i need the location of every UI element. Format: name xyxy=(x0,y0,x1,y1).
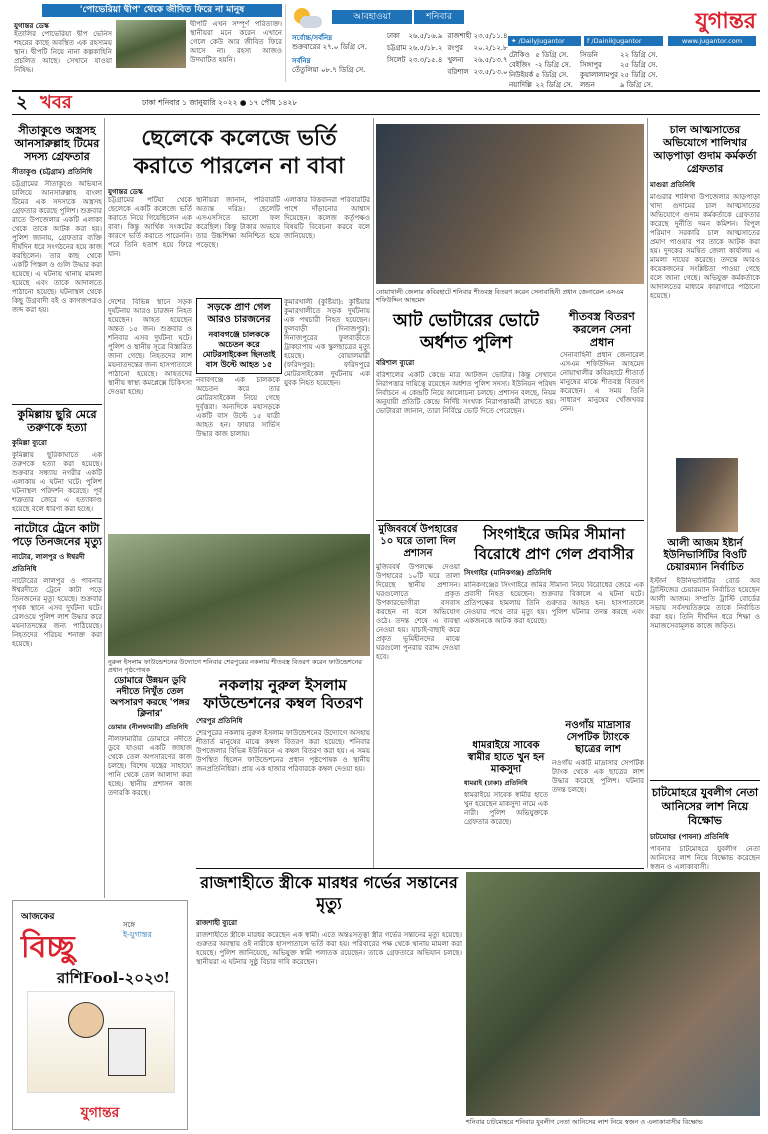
top-story-desk: যুগান্তর ডেস্ক xyxy=(14,21,49,30)
facebook-handle[interactable]: f /DainikJugantor xyxy=(584,36,663,46)
bd-temp-table: ঢাকা ২৬.৫/১৬.৯ রাজশাহী ২৩.৫/১১.৪ চট্টগ্রাম ২৬.৫/১৮.২ রংপুর ২০.২/১২.৮ সিলেট ২৩.৩/১৫.৪ খুলনা ২৬.৫/১৩.৭ বরিশাল ২৩.৫/১৩.০ xyxy=(387,32,508,76)
sub-headline: নবাবগঞ্জে চালককে অচেতন করে মোটরসাইকেল ছিনতাই xyxy=(202,329,276,359)
story-singair: সিংগাইরে জমির সীমানা বিরোধে প্রাণ গেল প্রবাসীর সিংগাইর (মানিকগঞ্জ) প্রতিনিধি মানিকগঞ্জের সিংগাইরে জমির সীমানা নিয়ে বিরোধের জেরে এক প্রবাসী নিহত হয়েছেন। শুক্রবার বিকালে এ ঘটনা ঘটে। প্রতিপক্ষের হামলায় তিনি গুরুতর আহত হন। হাসপাতালে নেওয়ার পথে তার মৃত্যু হয়। পুলিশ ঘটনার তদন্ত করছে এবং একজনকে আটক করা হয়েছে। xyxy=(464,525,644,625)
brand-box xyxy=(508,4,760,89)
day-label: শনিবার xyxy=(414,10,464,24)
headline: আলী আজম ইষ্টার্ন ইউনিভার্সিটির বিওটি চেয়ারম্যান নির্বাচিত xyxy=(663,538,747,573)
section-name: খবর xyxy=(40,92,72,113)
byline: ধামরাই (ঢাকা) প্রতিনিধি xyxy=(464,779,528,787)
headline: সীতাকুণ্ডে অস্ত্রসহ আনসারুল্লাহ টিমের সদস্য গ্রেফতার xyxy=(14,124,100,163)
story-rajshahi: রাজশাহীতে স্ত্রীকে মারধর গর্ভের সন্তানের মৃত্যু রাজশাহী ব্যুরো রাজশাহীতে স্ত্রীকে মারধর করেছেন এক স্বামী। এতে অন্তঃসত্ত্বা স্ত্রীর গর্ভের সন্তানের মৃত্যু হয়েছে। গুরুতর অবস্থায় ওই নারীকে হাসপাতালে ভর্তি করা হয়। পরিবারের পক্ষ থেকে থানায় মামলা করা হয়েছে। পুলিশ জানিয়েছে, অভিযুক্ত স্বামী পলাতক রয়েছেন। তাকে গ্রেফতারে অভিযান চলছে। স্থানীয়রা এ ঘটনার সুষ্ঠু বিচার দাবি করেছেন। xyxy=(196,873,462,966)
top-story-title: 'পোভেরিয়া দ্বীপ' থেকে জীবিত ফিরে না মানুষ xyxy=(42,4,282,17)
army-photo-caption: নোয়াখালী জেলার কবিরহাটে শনিবার শীতবস্ত্র বিতরণ করেন সেনাবাহিনী প্রধান জেনারেল এসএম শফিউদ্দিন আহমেদ xyxy=(376,288,624,304)
byline: সীতাকুণ্ড (চট্টগ্রাম) প্রতিনিধি xyxy=(12,167,93,176)
brand-logo: যুগান্তর xyxy=(695,8,756,34)
headline: কুমিল্লায় ছুরি মেরে তরুণকে হত্যা xyxy=(17,408,97,434)
headline: ডোমারে উন্নয়ন ডুবি নদীতে নিখুঁত তেল অপসারণ করছে 'পঙ্গর ক্লিনার' xyxy=(110,676,190,719)
top-story-body: ইতালির পোভেরিয়া দ্বীপ ভেনিস শহরের কাছে অবস্থিত এক রহস্যময় স্থান। দ্বীপটি নিয়ে নানা কল্পকাহিনি প্রচলিত আছে। সেখানে যাওয়া নিষিদ্ধ। xyxy=(14,30,112,74)
top-story: 'পোভেরিয়া দ্বীপ' থেকে জীবিত ফিরে না মানুষ যুগান্তর ডেস্ক ইতালির পোভেরিয়া দ্বীপ ভেনিস শহরের কাছে অবস্থিত এক রহস্যময় স্থান। দ্বীপটি নিয়ে নানা কল্পকাহিনি প্রচলিত আছে। সেখানে যাওয়া নিষিদ্ধ। দ্বীপটি এখন সম্পূর্ণ পরিত্যক্ত। স্থানীয়রা মনে করেন এখানে গেলে কেউ আর জীবিত ফিরে আসে না। রহস্য আজও উদঘাটিত হয়নি। xyxy=(12,4,282,82)
headline: সিংগাইরে জমির সীমানা বিরোধে প্রাণ গেল প্রবাসীর xyxy=(474,525,634,563)
story-nokla: নকলায় নুরুল ইসলাম ফাউন্ডেশনের কম্বল বিতরণ শেরপুর প্রতিনিধি শেরপুরের নকলায় নুরুল ইসলাম ফাউন্ডেশনের উদ্যোগে অসহায় শীতার্ত মানুষের মাঝে কম্বল বিতরণ করা হয়েছে। শনিবার উপজেলার বিভিন্ন ইউনিয়নে এ কম্বল বিতরণ করা হয়। এ সময় উপস্থিত ছিলেন ফাউন্ডেশনের প্রধান পৃষ্ঠপোষক ও স্থানীয় জনপ্রতিনিধিরা। প্রায় এক হাজার পরিবারকে কম্বল দেওয়া হয়। xyxy=(196,676,370,773)
army-chief-photo xyxy=(376,124,644,284)
ad-tagline: রাশিFool-২০২৩! xyxy=(57,969,171,987)
website-link[interactable]: www.jugantor.com xyxy=(668,36,756,46)
headline: ধামরাইয়ে সাবেক স্বামীর হাতে খুন হন মাকসুদা xyxy=(467,740,545,775)
page-bar xyxy=(12,90,760,115)
story-mujib-houses: মুজিববর্ষে উপহারের ১০ ঘরে তালা দিল প্রশাসন মুজিববর্ষ উপলক্ষে দেওয়া উপহারের ১০টি ঘরে তালা দিয়েছে স্থানীয় প্রশাসন। ঘরগুলোতে প্রকৃত উপকারভোগীরা বসবাস করছেন না বলে অভিযোগ ওঠে। তদন্ত শেষে এ ব্যবস্থা নেওয়া হয়। যাচাই-বাছাই করে প্রকৃত ভূমিহীনদের মাঝে ঘরগুলো পুনরায় বরাদ্দ দেওয়া হবে। xyxy=(376,524,460,661)
byline: নাটোর, লালপুর ও ঈশ্বরদী প্রতিনিধি xyxy=(12,552,85,573)
ad-sub: ই-যুগান্তর xyxy=(123,930,152,939)
headline: নওগাঁয় মাদ্রাসার সেপটিক ট্যাংকে ছাত্রের লাশ xyxy=(565,720,631,755)
story-domar: ডোমারে উন্নয়ন ডুবি নদীতে নিখুঁত তেল অপসারণ করছে 'পঙ্গর ক্লিনার' ডোমার (নীলফামারী) প্রতিনিধি নীলফামারীর ডোমারে নদীতে ডুবে যাওয়া একটি জাহাজ থেকে তেল অপসারণের কাজ চলছে। বিশেষ যন্ত্রের সাহায্যে পানি থেকে তেল আলাদা করা হচ্ছে। স্থানীয় প্রশাসন কাজ তদারকি করছে। xyxy=(108,676,192,797)
headline: মুজিববর্ষে উপহারের ১০ ঘরে তালা দিল প্রশাসন xyxy=(378,524,458,559)
weather-box xyxy=(285,4,506,82)
ad-top: আজকের xyxy=(21,912,55,922)
protest-photo xyxy=(466,872,760,1116)
world-temp-table: টোকিও ৫ ডিগ্রি সে. সিডনি ২২ ডিগ্রি সে. বেইজিং -২ ডিগ্রি সে. সিঙ্গাপুর ২৫ ডিগ্রি সে. নিউইয়র্ক ৫ ডিগ্রি সে. কুয়ালালামপুর ২৫ ডিগ্রি সে. নয়াদিল্লি ২২ ডিগ্রি সে. লন্ডন ৯ ডিগ্রি সে. xyxy=(509,51,658,89)
byline: কুমিল্লা ব্যুরো xyxy=(12,438,47,447)
twitter-handle[interactable]: ✦ /DailyJugantor xyxy=(508,36,581,46)
byline: সিংগাইর (মানিকগঞ্জ) প্রতিনিধি xyxy=(464,568,552,577)
lead-headline: ছেলেকে কলেজে ভর্তি করাতে পারলেন না বাবা xyxy=(133,125,345,179)
twitter-icon: ✦ xyxy=(511,37,517,45)
bicchu-ad[interactable] xyxy=(12,900,188,1130)
story-eight-voters: আট ভোটারের ভোটে অর্ধশত পুলিশ বরিশাল ব্যুরো বরিশালের একটি কেন্দ্রে মাত্র আটজন ভোটার। কিন্তু সেখানে নিরাপত্তার দায়িত্বে রয়েছেন অর্ধশত পুলিশ সদস্য। ইউনিয়ন পরিষদ নির্বাচনে এ কেন্দ্রটি নিয়ে আলোচনা চলছে। প্রশাসন বলছে, নিয়ম অনুযায়ী প্রতিটি কেন্দ্রে নির্দিষ্ট সংখ্যক নিরাপত্তাকর্মী রাখতে হয়। ভোটাররা জানান, তারা নির্বিঘ্নে ভোট দিতে পেরেছেন। xyxy=(376,311,556,415)
byline: বরিশাল ব্যুরো xyxy=(376,358,415,367)
person-portrait xyxy=(676,458,738,532)
headline: চাল আত্মসাতের অভিযোগে শালিখার আড়পাড়া গুদাম কর্মকর্তা গ্রেফতার xyxy=(653,124,757,175)
lead-body-c: এলাকার বিত্তবানরা পরিবারটির পাশে দাঁড়ানোর আশ্বাস দিয়েছেন। কলেজ কর্তৃপক্ষও বিষয়টি বিবেচনা করবে বলে জানিয়েছে। xyxy=(284,196,370,240)
story-comilla: কুমিল্লায় ছুরি মেরে তরুণকে হত্যা কুমিল্লা ব্যুরো কুমিল্লায় ছুরিকাঘাতে এক তরুণকে হত্যা করা হয়েছে। শুক্রবার সন্ধ্যায় নগরীর একটি এলাকায় এ ঘটনা ঘটে। পুলিশ ঘটনাস্থল পরিদর্শন করেছে। পূর্ব শত্রুতার জেরে এ হত্যাকাণ্ড হয়েছে বলে ধারণা করা হচ্ছে। xyxy=(12,408,102,513)
headline: আট ভোটারের ভোটে অর্ধশত পুলিশ xyxy=(393,311,539,353)
ad-with: সঙ্গে xyxy=(123,921,136,929)
blanket-photo xyxy=(108,534,370,656)
headline: নাটোরে ট্রেনে কাটা পড়ে তিনজনের মৃত্যু xyxy=(12,522,102,548)
byline: ডোমার (নীলফামারী) প্রতিনিধি xyxy=(108,723,189,731)
story-chatmohar: চাটমোহরে যুবলীগ নেতা আনিসের লাশ নিয়ে বিক্ষোভ চাটমোহর (পাবনা) প্রতিনিধি পাবনার চাটমোহরে যুবলীগ নেতা আনিসের লাশ নিয়ে বিক্ষোভ করেছেন স্বজন ও এলাকাবাসী। xyxy=(650,786,760,871)
story-sitakunda: সীতাকুণ্ডে অস্ত্রসহ আনসারুল্লাহ টিমের সদস্য গ্রেফতার সীতাকুণ্ড (চট্টগ্রাম) প্রতিনিধি চট্টগ্রামের সীতাকুণ্ডে অভিযান চালিয়ে আনসারুল্লাহ বাংলা টিমের এক সদস্যকে অস্ত্রসহ গ্রেফতার করেছে পুলিশ। শুক্রবার রাতে উপজেলার একটি এলাকা থেকে তাকে আটক করা হয়। পুলিশ জানায়, গ্রেফতার ব্যক্তি দীর্ঘদিন ধরে সংগঠনের হয়ে কাজ করছিলেন। তার কাছ থেকে একটি পিস্তল ও গুলি উদ্ধার করা হয়েছে। এ ঘটনায় থানায় মামলা হয়েছে এবং তাকে আদালতে পাঠানো হয়েছে। ঘটনাস্থল থেকে কিছু উগ্রবাদী বই ও কাগজপত্রও জব্দ করা হয়। xyxy=(12,124,102,314)
ad-brand: যুগান্তর xyxy=(80,1105,120,1121)
blanket-photo-caption: নুরুল ইসলাম ফাউন্ডেশনের উদ্যোগে শনিবার শেরপুরের নকলায় শীতবস্ত্র বিতরণ করেন ফাউন্ডেশনের প্রধান পৃষ্ঠপোষক xyxy=(108,658,362,674)
max-label: সর্বোচ্চ/সর্বনিম্ন xyxy=(292,33,333,42)
story-east-west: আলী আজম ইষ্টার্ন ইউনিভার্সিটির বিওটি চেয়ারম্যান নির্বাচিত ইস্টার্ন ইউনিভার্সিটির বোর্ড অব ট্রাস্টিজের চেয়ারম্যান নির্বাচিত হয়েছেন আলী আজম। সম্প্রতি ট্রাস্টি বোর্ডের সভায় সর্বসম্মতিক্রমে তাকে নির্বাচিত করা হয়। তিনি দীর্ঘদিন ধরে শিক্ষা ও সমাজসেবামূলক কাজে জড়িত। xyxy=(650,538,760,630)
lead-byline: যুগান্তর ডেস্ক xyxy=(108,187,143,196)
weather-label: আবহাওয়া xyxy=(332,10,412,24)
sun-cloud-icon xyxy=(292,8,322,30)
byline: চাটমোহর (পাবনা) প্রতিনিধি xyxy=(650,832,729,841)
max-value: শুক্রবারের ২৭.০ ডিগ্রি সে. xyxy=(292,43,367,51)
ad-illustration xyxy=(27,991,175,1093)
dateline: ঢাকা শনিবার ১ জানুয়ারি ২০২২ ● ১৭ পৌষ ১৪২৮ xyxy=(142,98,298,107)
story-army-winter: শীতবস্ত্র বিতরণ করলেন সেনা প্রধান সেনাবাহিনী প্রধান জেনারেল এসএম শফিউদ্দিন আহমেদ নোয়াখালীর কবিরহাটে শীতার্ত মানুষের মাঝে শীতবস্ত্র বিতরণ করেছেন। এ সময় তিনি সাধারণ মানুষের খোঁজখবর নেন। xyxy=(560,310,644,413)
lead-body-a: চট্টগ্রামের পটিয়া থেকে ছেলেকে একটি কলেজে ভর্তি করাতে নিয়ে গিয়েছিলেন এক বাবা। কিন্তু আর্থিক সংকটের কারণে ভর্তি করাতে পারেননি। পরে তিনি হতাশ হয়ে ফিরে যান। xyxy=(108,196,192,258)
story-natore: নাটোরে ট্রেনে কাটা পড়ে তিনজনের মৃত্যু নাটোর, লালপুর ও ঈশ্বরদী প্রতিনিধি নাটোরের লালপুর ও পাবনার ঈশ্বরদীতে ট্রেনে কাটা পড়ে তিনজনের মৃত্যু হয়েছে। শুক্রবার পৃথক স্থানে এসব দুর্ঘটনা ঘটে। রেলওয়ে পুলিশ লাশ উদ্ধার করে ময়নাতদন্তের জন্য পাঠিয়েছে। নিহতদের পরিচয় শনাক্ত করা হয়েছে। xyxy=(12,522,102,648)
headline: রাজশাহীতে স্ত্রীকে মারধর গর্ভের সন্তানের মৃত্যু xyxy=(200,873,458,913)
lead-body-b: স্থানীয়রা জানান, পরিবারটি অত্যন্ত দরিদ্র। ছেলেটি এসএসসিতে ভালো ফল করেছিল। কিন্তু টাকার অভাবে তার উচ্চশিক্ষা অনিশ্চিত হয়ে পড়েছে। xyxy=(196,196,280,249)
road-accident-box xyxy=(196,298,282,374)
byline: মাগুরা প্রতিনিধি xyxy=(650,180,696,189)
ad-logo: বিচ্ছু xyxy=(21,930,75,965)
page-number: ২ xyxy=(16,92,28,113)
story-dhamrai: ধামরাইয়ে সাবেক স্বামীর হাতে খুন হন মাকসুদা ধামরাই (ঢাকা) প্রতিনিধি ধামরাইয়ে সাবেক স্বামীর হাতে খুন হয়েছেন মাকসুদা নামে এক নারী। পুলিশ অভিযুক্তকে গ্রেফতার করেছে। xyxy=(464,740,548,826)
island-photo xyxy=(116,20,186,68)
headline: চাটমোহরে যুবলীগ নেতা আনিসের লাশ নিয়ে বিক্ষোভ xyxy=(651,786,759,827)
min-label: সর্বনিম্ন xyxy=(292,56,311,65)
story-naogaon: নওগাঁয় মাদ্রাসার সেপটিক ট্যাংকে ছাত্রের লাশ নওগাঁয় একটি মাদ্রাসার সেপটিক ট্যাংক থেকে এক ছাত্রের লাশ উদ্ধার করেছে পুলিশ। ঘটনার তদন্ত চলছে। xyxy=(552,720,644,794)
protest-photo-caption: শনিবার চাটমোহরে শনিবার যুবলীগ নেতা আনিসের লাশ নিয়ে স্বজন ও এলাকাবাসীর বিক্ষোভ xyxy=(466,1118,703,1126)
min-value: তেঁতুলিয়া ০৮.৭ ডিগ্রি সে. xyxy=(292,66,366,74)
headline: নকলায় নুরুল ইসলাম ফাউন্ডেশনের কম্বল বিতরণ xyxy=(203,676,363,712)
headline: সড়কে প্রাণ গেল আরও চারজনের xyxy=(207,302,271,325)
headline: শীতবস্ত্র বিতরণ করলেন সেনা প্রধান xyxy=(569,310,635,349)
facebook-icon: f xyxy=(587,37,590,45)
bus-headline: বাস উল্টে আহত ১৫ xyxy=(205,359,273,369)
byline: রাজশাহী ব্যুরো xyxy=(196,918,238,927)
story-shalikha: চাল আত্মসাতের অভিযোগে শালিখার আড়পাড়া গুদাম কর্মকর্তা গ্রেফতার মাগুরা প্রতিনিধি মাগুরার শালিখা উপজেলার আড়পাড়া খাদ্য গুদামের চাল আত্মসাতের অভিযোগে গুদাম কর্মকর্তাকে গ্রেফতার করেছে দুর্নীতি দমন কমিশন। বিপুল পরিমাণ সরকারি চাল আত্মসাতের প্রমাণ পাওয়ার পর তাকে আটক করা হয়। দুদকের সমন্বিত জেলা কার্যালয় এ মামলা দায়ের করেছে। তদন্তে আরও কয়েকজনের সংশ্লিষ্টতা পাওয়া গেছে বলে জানা গেছে। অভিযুক্ত কর্মকর্তাকে আদালতের মাধ্যমে কারাগারে পাঠানো হয়েছে। xyxy=(650,124,760,300)
byline: শেরপুর প্রতিনিধি xyxy=(196,716,243,725)
